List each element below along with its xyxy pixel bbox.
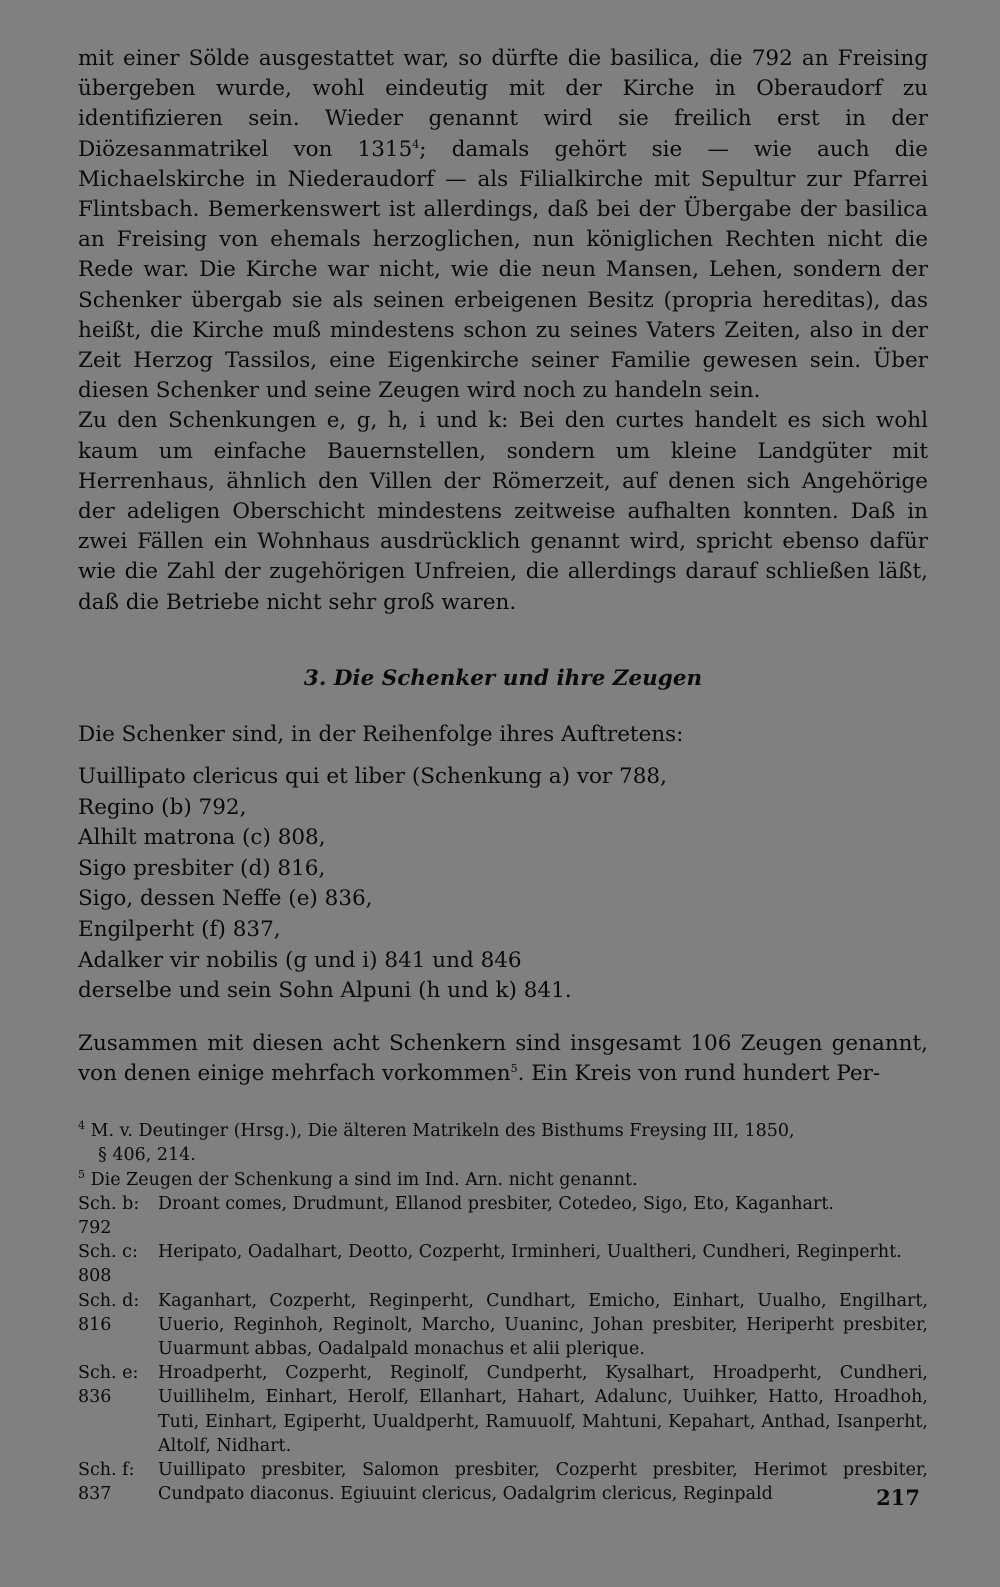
donor-item: Adalker vir nobilis (g und i) 841 und 846 — [78, 947, 522, 973]
entry-label: Sch. b: — [78, 1193, 140, 1214]
paragraph-text-continued: . Ein Kreis von rund hundert Per- — [517, 1061, 881, 1087]
entry-label: Sch. c: — [78, 1242, 138, 1263]
footnotes — [78, 1119, 928, 1506]
entry-year: 837 — [78, 1484, 112, 1505]
footnote-text: M. v. Deutinger (Hrsg.), Die älteren Matrikeln des Bisthums Freysing III, 1850, — [90, 1121, 795, 1142]
body-paragraph-3 — [78, 1029, 928, 1089]
page-content — [78, 44, 928, 1506]
entry-year: 808 — [78, 1266, 112, 1287]
entry-label: Sch. d: — [78, 1290, 140, 1311]
entry-key — [78, 1289, 158, 1362]
witness-entry — [78, 1458, 928, 1506]
paragraph-text: Zusammen mit diesen acht Schenkern sind insgesamt 106 Zeugen genannt, von denen einige mehrfach vorkommen — [78, 1030, 928, 1087]
donor-list-intro: Die Schenker sind, in der Reihenfolge ihres Auftretens: — [78, 721, 684, 747]
donor-item: Sigo, dessen Neffe (e) 836, — [78, 886, 373, 912]
entry-label: Sch. e: — [78, 1363, 139, 1384]
witness-entry — [78, 1361, 928, 1458]
footnote-ref-4[interactable]: 4 — [412, 137, 420, 151]
page-number: 217 — [876, 1485, 920, 1510]
donor-list — [78, 762, 928, 1007]
entry-text: Hroadperht, Cozperht, Reginolf, Cundperht, Kysalhart, Hroadperht, Cundheri, Uuillihelm, Einhart, Herolf, Ellanhart, Hahart, Adalunc, Uuihker, Hatto, Hroadhoh, Tuti, Einhart, Egiperht, Uualdperht, Ramuuolf, Mahtuni, Kepahart, Anthad, Isanperht, Altolf, Nidhart. — [158, 1363, 928, 1456]
footnote-4 — [78, 1119, 928, 1167]
donor-item: Uuillipato clericus qui et liber (Schenkung a) vor 788, — [78, 764, 667, 790]
entry-text: Kaganhart, Cozperht, Reginperht, Cundhart, Emicho, Einhart, Uualho, Engilhart, Uuerio, Reginhoh, Reginolt, Marcho, Uuaninc, Johan presbiter, Heriperht presbiter, Uuarmunt abbas, Oadalpald monachus et alii plerique. — [158, 1290, 928, 1360]
footnote-text: Die Zeugen der Schenkung a sind im Ind. Arn. nicht genannt. — [90, 1169, 638, 1190]
footnote-ref-5[interactable]: 5 — [510, 1061, 518, 1075]
witness-entry — [78, 1192, 928, 1240]
entry-key — [78, 1361, 158, 1458]
witness-entry — [78, 1289, 928, 1362]
entry-year: 792 — [78, 1218, 112, 1239]
entry-label: Sch. f: — [78, 1460, 135, 1481]
section-heading: 3. Die Schenker und ihre Zeugen — [303, 665, 703, 691]
body-paragraph-1 — [78, 44, 928, 406]
footnote-marker: 5 — [78, 1167, 85, 1181]
footnote-5 — [78, 1168, 928, 1192]
donor-item: derselbe und sein Sohn Alpuni (h und k) 841. — [78, 978, 572, 1004]
entry-text: Heripato, Oadalhart, Deotto, Cozperht, Irminheri, Uualtheri, Cundheri, Reginperht. — [158, 1242, 902, 1263]
footnote-text-continued: § 406, 214. — [98, 1145, 196, 1166]
entry-key — [78, 1458, 158, 1506]
entry-year: 816 — [78, 1314, 112, 1335]
paragraph-text: mit einer Sölde ausgestattet war, so dürfte die basilica, die 792 an Freising übergeben wurde, wohl eindeutig mit der Kirche in Oberaudorf zu identifizieren sein. Wieder genannt wird sie freilich erst in der Diözesanmatrikel von 1315 — [78, 46, 928, 162]
donor-item: Alhilt matrona (c) 808, — [78, 825, 326, 851]
donor-item: Regino (b) 792, — [78, 794, 247, 820]
witness-entry — [78, 1240, 928, 1288]
body-paragraph-2: Zu den Schenkungen e, g, h, i und k: Bei den curtes handelt es sich wohl kaum um einfache Bauernstellen, sondern um kleine Landgüter mit Herrenhaus, ähnlich den Villen der Römerzeit, auf denen sich Angehörige der adeligen Oberschicht mindestens zeitweise aufhalten konnten. Daß in zwei Fällen ein Wohnhaus ausdrücklich genannt wird, spricht ebenso dafür wie die Zahl der zugehörigen Unfreien, die allerdings darauf schließen läßt, daß die Betriebe nicht sehr groß waren. — [78, 408, 928, 615]
entry-key — [78, 1240, 158, 1288]
entry-text: Uuillipato presbiter, Salomon presbiter, Cozperht presbiter, Herimot presbiter, Cundpato diaconus. Egiuuint clericus, Oadalgrim clericus, Reginpald — [158, 1460, 928, 1505]
donor-item: Sigo presbiter (d) 816, — [78, 855, 326, 881]
footnote-marker: 4 — [78, 1119, 85, 1133]
entry-text: Droant comes, Drudmunt, Ellanod presbiter, Cotedeo, Sigo, Eto, Kaganhart. — [158, 1193, 834, 1214]
entry-key — [78, 1192, 158, 1240]
donor-item: Engilperht (f) 837, — [78, 917, 281, 943]
paragraph-text-continued: ; damals gehört sie — wie auch die Michaelskirche in Niederaudorf — als Filialkirche mit Sepultur zur Pfarrei Flintsbach. Bemerkenswert ist allerdings, daß bei der Übergabe der basilica an Freising von ehemals herzoglichen, nun königlichen Rechten nicht die Rede war. Die Kirche war nicht, wie die neun Mansen, Lehen, sondern der Schenker übergab sie als seinen erbeigenen Besitz (propria hereditas), das heißt, die Kirche muß mindestens schon zu seines Vaters Zeiten, also in der Zeit Herzog Tassilos, eine Eigenkirche seiner Familie gewesen sein. Über diesen Schenker und seine Zeugen wird noch zu handeln sein. — [78, 136, 928, 404]
entry-year: 836 — [78, 1387, 112, 1408]
